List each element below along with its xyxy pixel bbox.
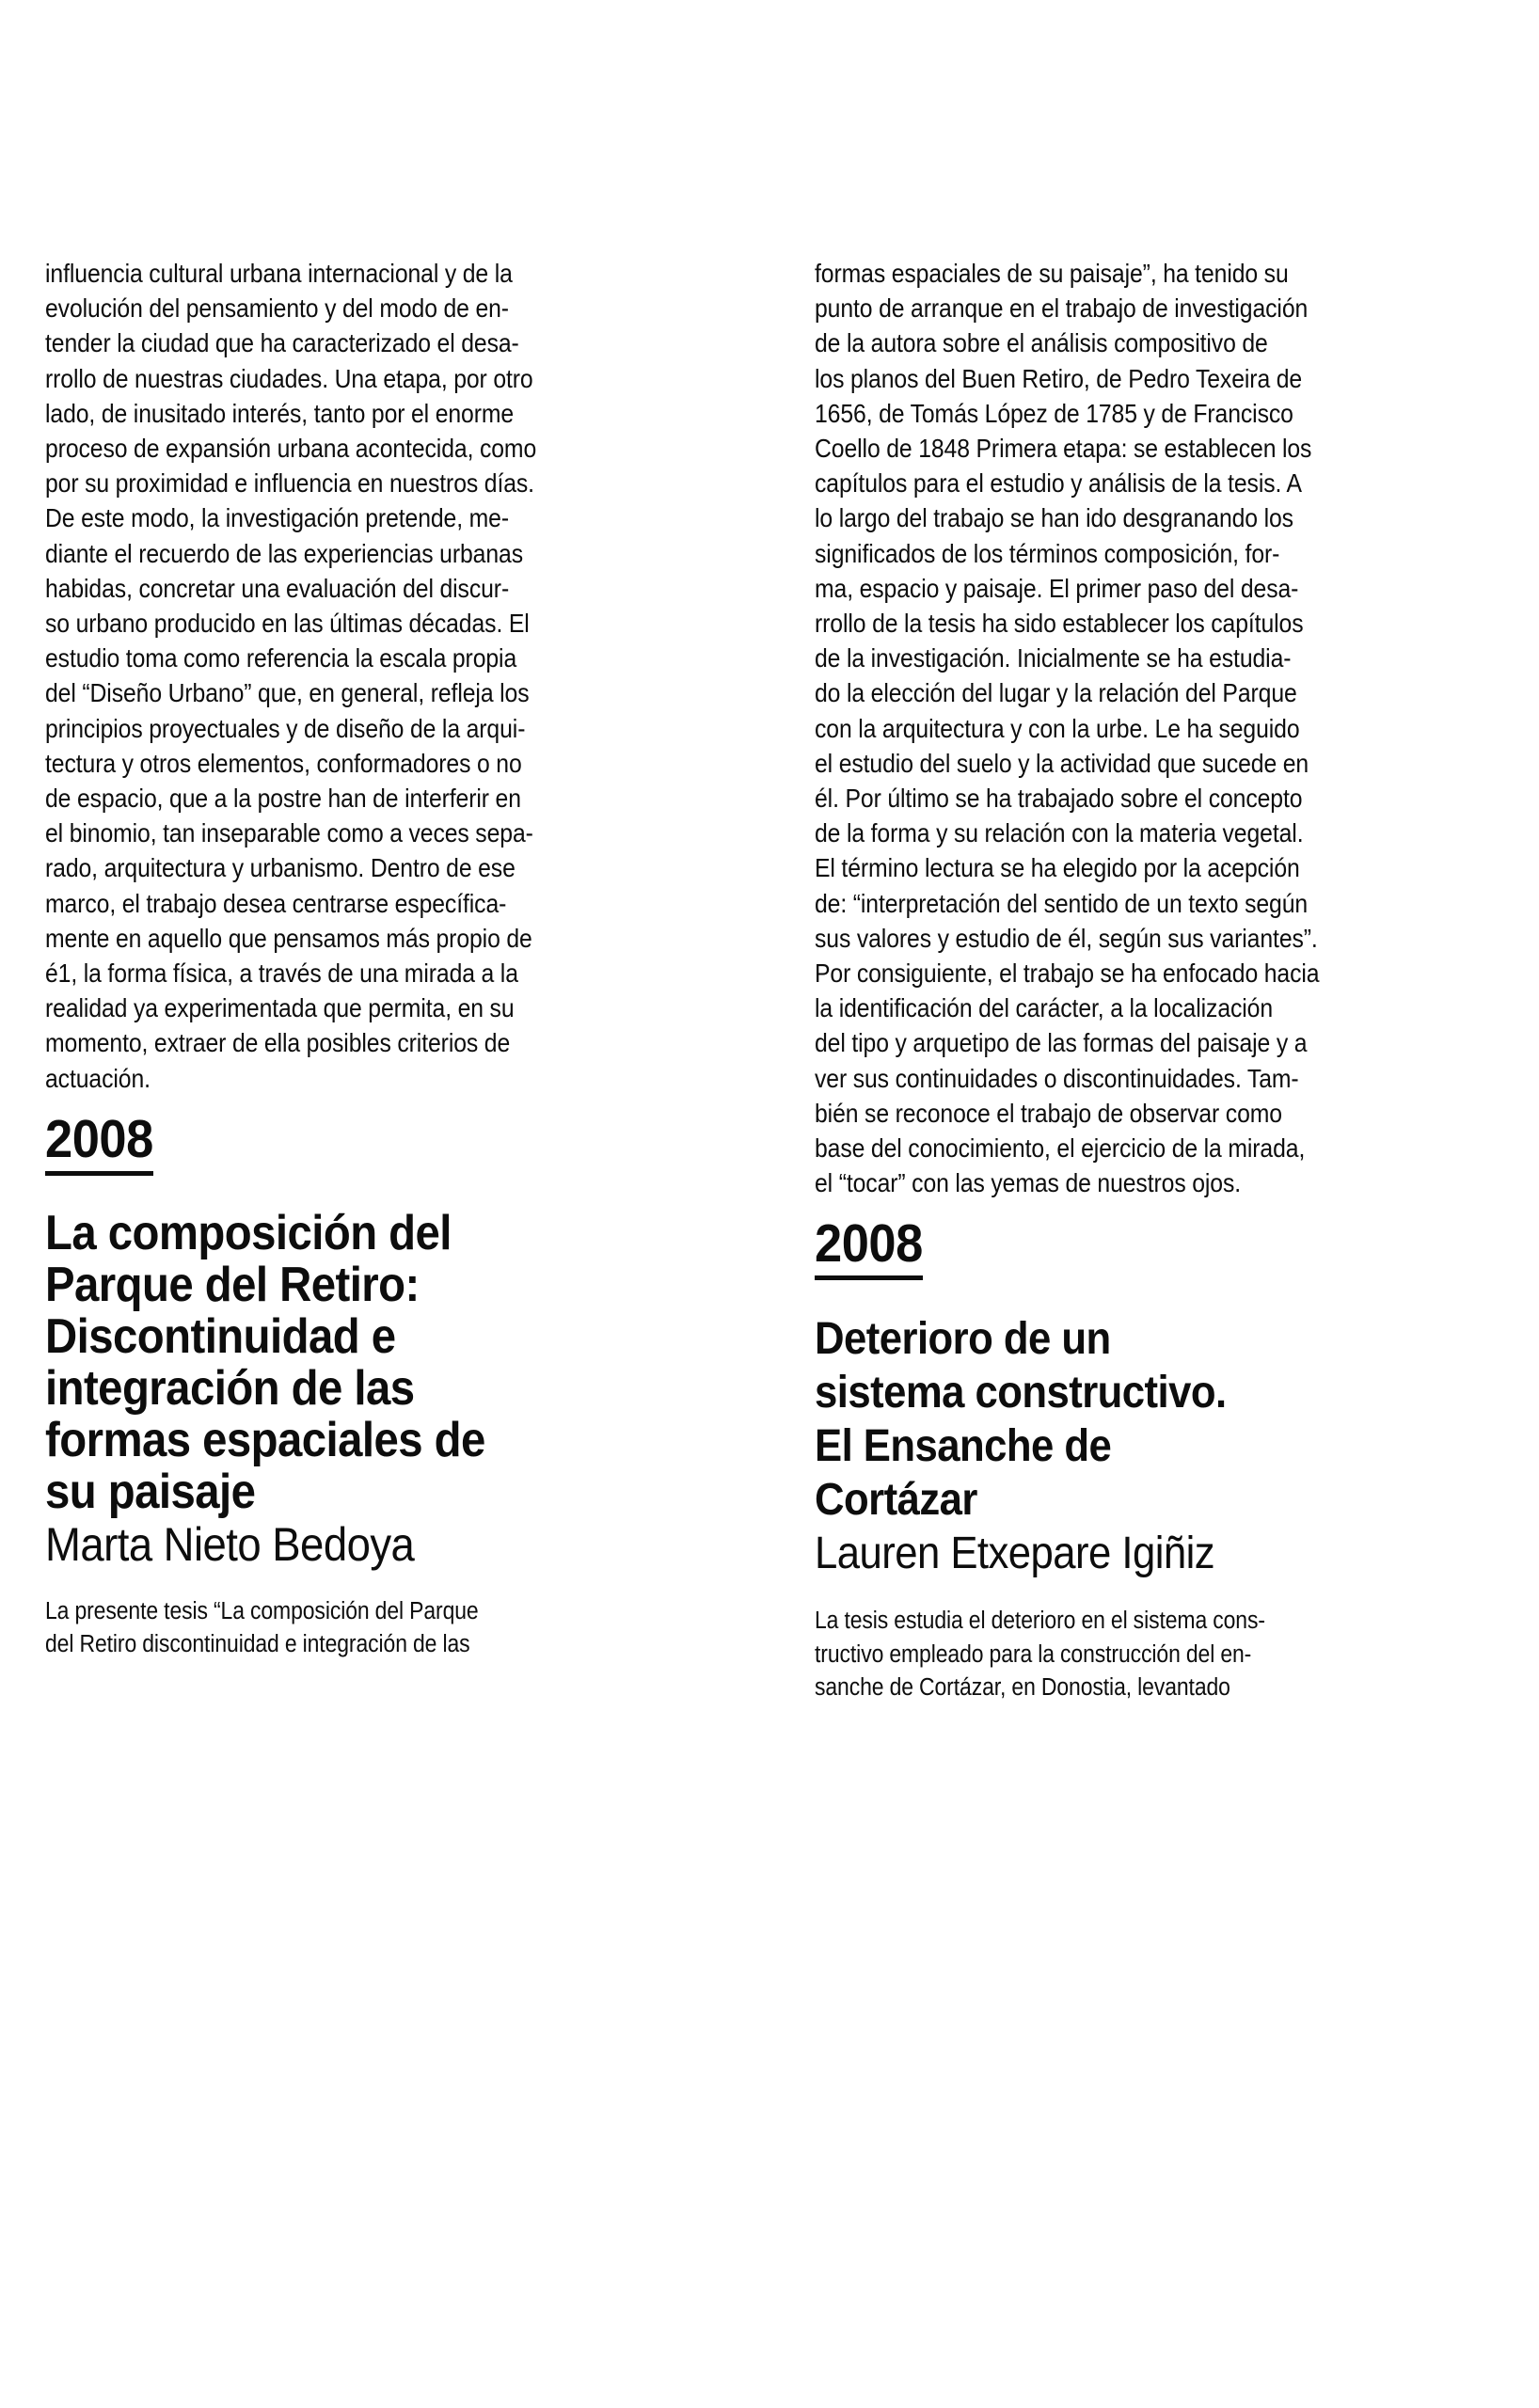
text-line: Por consiguiente, el trabajo se ha enfocado hacia <box>815 958 1320 989</box>
text-line: Parque del Retiro: <box>45 1257 420 1312</box>
right-abstract <box>815 1605 1495 1704</box>
text-line: lo largo del trabajo se han ido desgranando los <box>815 503 1293 533</box>
text-line: estudio toma como referencia la escala propia <box>45 643 517 673</box>
text-line: con la arquitectura y con la urbe. Le ha seguido <box>815 713 1300 743</box>
text-line: significados de los términos composición, for- <box>815 538 1280 568</box>
text-line: sanche de Cortázar, en Donostia, levantado <box>815 1673 1230 1701</box>
two-column-layout <box>45 256 1496 1704</box>
right-column <box>815 256 1495 1704</box>
text-line: base del conocimiento, el ejercicio de la mirada, <box>815 1133 1306 1164</box>
right-continued-paragraph <box>815 256 1495 1200</box>
text-line: de la autora sobre el análisis compositivo de <box>815 328 1268 358</box>
text-line: El Ensanche de <box>815 1421 1112 1472</box>
left-continued-paragraph <box>45 256 725 1096</box>
text-line: tructivo empleado para la construcción del en- <box>815 1640 1252 1668</box>
left-thesis-author: Marta Nieto Bedoya <box>45 1517 415 1571</box>
text-line: formas espaciales de <box>45 1412 485 1467</box>
text-line: 1656, de Tomás López de 1785 y de Francisco <box>815 398 1293 428</box>
right-thesis-title <box>815 1312 1495 1527</box>
text-line: punto de arranque en el trabajo de investigación <box>815 293 1309 324</box>
left-thesis-title <box>45 1205 725 1519</box>
text-line: el estudio del suelo y la actividad que sucede en <box>815 748 1309 778</box>
text-line: del tipo y arquetipo de las formas del paisaje y a <box>815 1028 1308 1058</box>
text-line: so urbano producido en las últimas décadas. El <box>45 609 530 639</box>
text-line: sistema constructivo. <box>815 1368 1227 1418</box>
text-line: realidad ya experimentada que permita, en su <box>45 993 515 1023</box>
spacer <box>815 1580 1495 1605</box>
spacer <box>45 1096 725 1109</box>
text-line: sus valores y estudio de él, según sus variantes”. <box>815 923 1318 953</box>
text-line: La presente tesis “La composición del Parque <box>45 1597 479 1624</box>
text-line: tectura y otros elementos, conformadores o no <box>45 748 522 778</box>
text-line: do la elección del lugar y la relación del Parque <box>815 678 1297 708</box>
text-line: su paisaje <box>45 1464 256 1519</box>
text-line: integración de las <box>45 1360 415 1416</box>
text-line: tender la ciudad que ha caracterizado el desa- <box>45 328 519 358</box>
text-line: principios proyectuales y de diseño de la arqui- <box>45 713 526 743</box>
text-line: capítulos para el estudio y análisis de la tesis. A <box>815 468 1302 499</box>
text-line: El término lectura se ha elegido por la acepción <box>815 853 1300 883</box>
text-line: Cortázar <box>815 1475 977 1526</box>
text-line: evolución del pensamiento y del modo de en- <box>45 293 509 324</box>
text-line: mente en aquello que pensamos más propio de <box>45 923 532 953</box>
spacer <box>815 1200 1495 1213</box>
text-line: Deterioro de un <box>815 1314 1111 1365</box>
text-line: el binomio, tan inseparable como a veces sepa- <box>45 818 533 848</box>
text-line: rado, arquitectura y urbanismo. Dentro de ese <box>45 853 516 883</box>
text-line: del Retiro discontinuidad e integración de las <box>45 1631 470 1658</box>
text-line: de la investigación. Inicialmente se ha estudia- <box>815 643 1292 673</box>
text-line: bién se reconoce el trabajo de observar como <box>815 1098 1282 1128</box>
text-line: é1, la forma física, a través de una mirada a la <box>45 958 518 989</box>
text-line: formas espaciales de su paisaje”, ha tenido su <box>815 259 1289 288</box>
text-line: rrollo de nuestras ciudades. Una etapa, por otro <box>45 363 533 393</box>
text-line: actuación. <box>45 1063 151 1093</box>
spacer <box>815 1280 1495 1312</box>
text-line: diante el recuerdo de las experiencias urbanas <box>45 538 523 568</box>
text-line: rrollo de la tesis ha sido establecer los capítulos <box>815 609 1304 639</box>
text-line: ver sus continuidades o discontinuidades. Tam- <box>815 1063 1299 1093</box>
text-line: de: “interpretación del sentido de un texto según <box>815 888 1309 918</box>
left-abstract <box>45 1595 725 1661</box>
text-line: proceso de expansión urbana acontecida, como <box>45 434 537 464</box>
text-line: por su proximidad e influencia en nuestros días. <box>45 468 534 499</box>
text-line: ma, espacio y paisaje. El primer paso del desa- <box>815 573 1299 603</box>
text-line: los planos del Buen Retiro, de Pedro Texeira de <box>815 363 1303 393</box>
text-line: De este modo, la investigación pretende, me- <box>45 503 509 533</box>
text-line: la identificación del carácter, a la localización <box>815 993 1274 1023</box>
text-line: La composición del <box>45 1205 452 1260</box>
text-line: habidas, concretar una evaluación del discur- <box>45 573 510 603</box>
text-line: influencia cultural urbana internacional y de la <box>45 259 513 288</box>
text-line: Discontinuidad e <box>45 1308 396 1364</box>
left-year-heading-wrap <box>45 1109 725 1176</box>
text-line: él. Por último se ha trabajado sobre el concepto <box>815 784 1303 814</box>
text-line: momento, extraer de ella posibles criterios de <box>45 1028 511 1058</box>
text-line: de la forma y su relación con la materia vegetal. <box>815 818 1304 848</box>
text-line: del “Diseño Urbano” que, en general, refleja los <box>45 678 530 708</box>
text-line: La tesis estudia el deterioro en el sistema cons- <box>815 1608 1265 1635</box>
text-line: el “tocar” con las yemas de nuestros ojos. <box>815 1168 1242 1198</box>
right-year-heading-wrap <box>815 1213 1495 1280</box>
spacer <box>45 1571 725 1595</box>
text-line: de espacio, que a la postre han de interferir en <box>45 784 521 814</box>
right-year-heading: 2008 <box>815 1213 923 1280</box>
left-year-heading: 2008 <box>45 1109 153 1176</box>
text-line: marco, el trabajo desea centrarse específica- <box>45 888 507 918</box>
text-line: Coello de 1848 Primera etapa: se establecen los <box>815 434 1312 464</box>
spacer <box>45 1176 725 1208</box>
text-line: lado, de inusitado interés, tanto por el enorme <box>45 398 515 428</box>
right-thesis-author: Lauren Etxepare Igiñiz <box>815 1529 1215 1579</box>
left-column <box>45 256 725 1661</box>
